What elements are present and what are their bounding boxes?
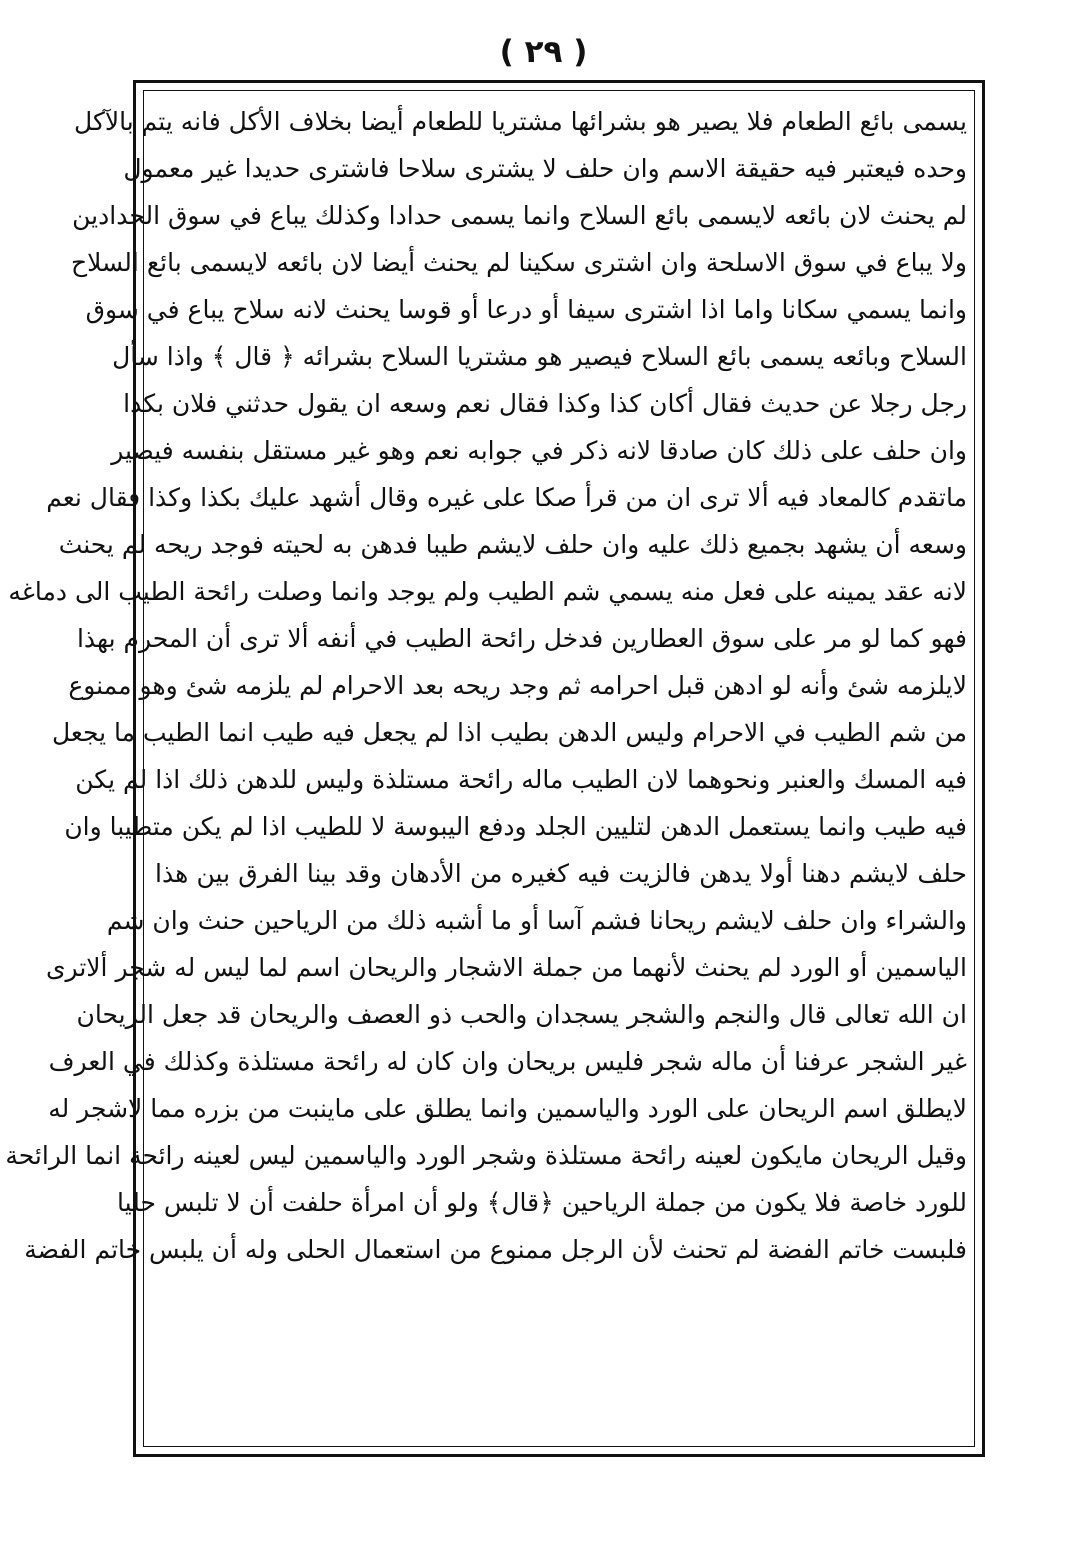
text-line: السلاح وبائعه يسمى بائع السلاح فيصير هو مشتريا السلاح بشرائه ﴿ قال ﴾ واذا سأل — [112, 342, 967, 371]
text-line: ان الله تعالى قال والنجم والشجر يسجدان والحب ذو العصف والريحان قد جعل الريحان — [76, 1000, 967, 1029]
text-line: وحده فيعتبر فيه حقيقة الاسم وان حلف لا يشترى سلاحا فاشترى حديدا غير معمول — [123, 154, 967, 183]
text-body — [5, 98, 967, 1443]
text-line: وانما يسمي سكانا واما اذا اشترى سيفا أو درعا أو قوسا يحنث لانه سلاح يباع في سوق — [85, 295, 967, 324]
text-line: وان حلف على ذلك كان صادقا لانه ذكر في جوابه نعم وهو غير مستقل بنفسه فيصير — [111, 436, 967, 465]
text-line: رجل رجلا عن حديث فقال أكان كذا وكذا فقال نعم وسعه ان يقول حدثني فلان بكذا — [123, 389, 967, 418]
text-line: وسعه أن يشهد بجميع ذلك عليه وان حلف لايشم طيبا فدهن به لحيته فوجد ريحه لم يحنث — [58, 530, 967, 559]
text-line: فيه طيب وانما يستعمل الدهن لتليين الجلد ودفع اليبوسة لا للطيب اذا لم يكن متطيبا وان — [64, 812, 967, 841]
text-line: والشراء وان حلف لايشم ريحانا فشم آسا أو ما أشبه ذلك من الرياحين حنث وان شم — [106, 906, 967, 935]
text-line: يسمى بائع الطعام فلا يصير هو بشرائها مشتريا للطعام أيضا بخلاف الأكل فانه يتم بالآكل — [74, 107, 967, 136]
text-line: غير الشجر عرفنا أن ماله شجر فليس بريحان وان كان له رائحة مستلذة وكذلك في العرف — [48, 1047, 967, 1076]
text-line: حلف لايشم دهنا أولا يدهن فالزيت فيه كغيره من الأدهان وقد بينا الفرق بين هذا — [155, 859, 967, 888]
text-line: فهو كما لو مر على سوق العطارين فدخل رائحة الطيب في أنفه ألا ترى أن المحرم بهذا — [76, 624, 967, 653]
text-line: فيه المسك والعنبر ونحوهما لان الطيب ماله رائحة مستلذة وليس للدهن ذلك اذا لم يكن — [75, 765, 967, 794]
page-number: ( ٢٩ ) — [499, 34, 588, 70]
text-line: لانه عقد يمينه على فعل منه يسمي شم الطيب ولم يوجد وانما وصلت رائحة الطيب الى دماغه — [8, 577, 967, 606]
text-line: للورد خاصة فلا يكون من جملة الرياحين ﴿قال﴾ ولو أن امرأة حلفت أن لا تلبس حليا — [117, 1188, 967, 1217]
text-line: لايلزمه شئ وأنه لو ادهن قبل احرامه ثم وجد ريحه بعد الاحرام لم يلزمه شئ وهو ممنوع — [68, 671, 967, 700]
text-line: فلبست خاتم الفضة لم تحنث لأن الرجل ممنوع من استعمال الحلى وله أن يلبس خاتم الفضة — [24, 1235, 967, 1264]
text-line: لايطلق اسم الريحان على الورد والياسمين وانما يطلق على ماينبت من بزره مما لاشجر له — [48, 1094, 967, 1123]
text-line: من شم الطيب في الاحرام وليس الدهن بطيب اذا لم يجعل فيه طيب انما الطيب ما يجعل — [51, 718, 967, 747]
text-line: لم يحنث لان بائعه لايسمى بائع السلاح وانما يسمى حدادا وكذلك يباع في سوق الحدادين — [72, 201, 967, 230]
text-line: الياسمين أو الورد لم يحنث لأنهما من جملة الاشجار والريحان اسم لما ليس له شجر ألاترى — [45, 953, 967, 982]
text-line: ولا يباع في سوق الاسلحة وان اشترى سكينا لم يحنث أيضا لان بائعه لايسمى بائع السلاح — [70, 248, 967, 277]
text-line: وقيل الريحان مايكون لعينه رائحة مستلذة وشجر الورد والياسمين ليس لعينه رائحة انما الرائحة — [5, 1141, 967, 1170]
text-line: ماتقدم كالمعاد فيه ألا ترى ان من قرأ صكا على غيره وقال أشهد عليك بكذا وكذا فقال نعم — [46, 483, 967, 512]
